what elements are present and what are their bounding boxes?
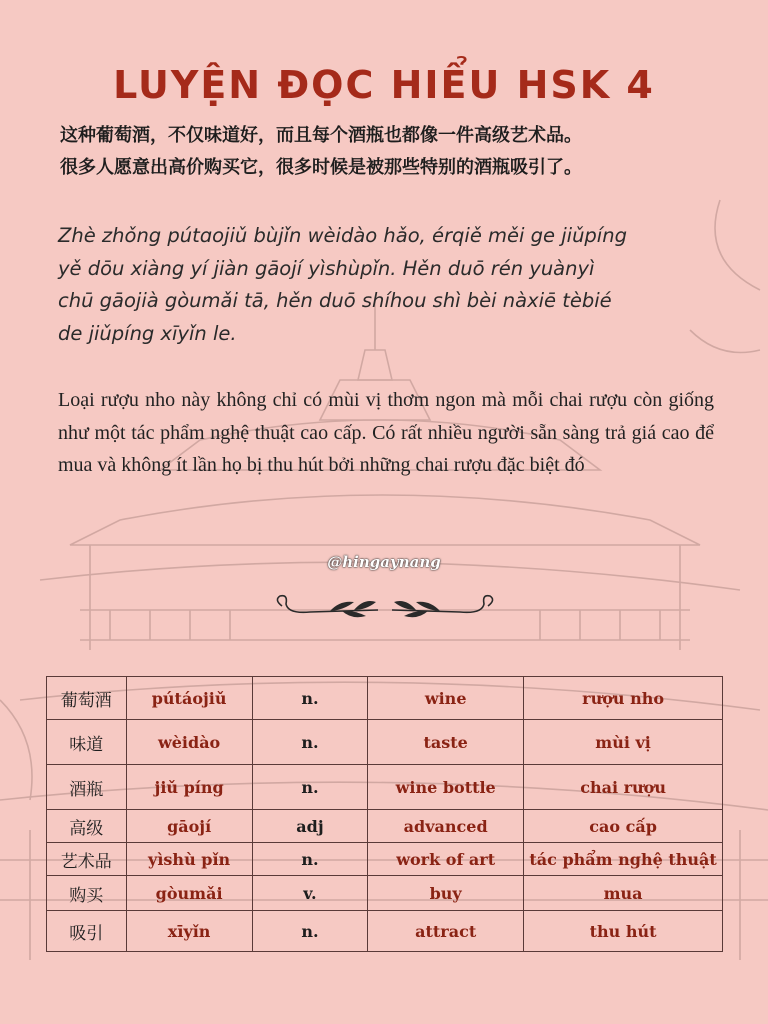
vocab-hanzi-cell: 吸引: [47, 911, 127, 952]
vocab-hanzi-cell: 高级: [47, 810, 127, 843]
vocab-english-cell: buy: [368, 876, 524, 911]
vocab-pos-cell: n.: [252, 843, 367, 876]
vocab-pinyin-cell: gāojí: [126, 810, 252, 843]
vocab-hanzi-cell: 酒瓶: [47, 765, 127, 810]
chinese-line: 很多人愿意出高价购买它，很多时候是被那些特别的酒瓶吸引了。: [60, 157, 582, 178]
page-title: LUYỆN ĐỌC HIỂU HSK 4: [113, 63, 655, 108]
vocab-hanzi-cell: 味道: [47, 720, 127, 765]
vocab-pos-cell: n.: [252, 911, 367, 952]
vocab-vietnamese-cell: cao cấp: [524, 810, 723, 843]
vocab-pinyin-cell: pútáojiǔ: [126, 677, 252, 720]
vocab-row: [47, 677, 723, 720]
vocab-english-cell: wine: [368, 677, 524, 720]
vocab-row: [47, 843, 723, 876]
pinyin-line: yě dōu xiàng yí jiàn gāojí yìshùpǐn. Hěn duō rén yuànyì: [58, 256, 595, 280]
vocab-pinyin-cell: jiǔ píng: [126, 765, 252, 810]
leaf-ornament-icon: [270, 588, 500, 628]
vocab-hanzi-cell: 购买: [47, 876, 127, 911]
vocab-pinyin-cell: wèidào: [126, 720, 252, 765]
vietnamese-translation: Loại rượu nho này không chỉ có mùi vị thơm ngon mà mỗi chai rượu còn giống như một tác phẩm nghệ thuật cao cấp. Có rất nhiều người sẵn sàng trả giá cao để mua và không ít lần họ bị thu hút bởi những chai rượu đặc biệt đó: [58, 389, 714, 476]
chinese-line: 这种葡萄酒，不仅味道好，而且每个酒瓶也都像一件高级艺术品。: [60, 125, 582, 146]
vocab-vietnamese-cell: thu hút: [524, 911, 723, 952]
pinyin-line: de jiǔpíng xīyǐn le.: [58, 321, 237, 345]
vocab-row: [47, 765, 723, 810]
vocabulary-table: [46, 676, 723, 952]
author-handle: @hingaynang: [327, 553, 441, 571]
vocab-pos-cell: n.: [252, 765, 367, 810]
vocab-pos-cell: n.: [252, 677, 367, 720]
vocab-hanzi-cell: 葡萄酒: [47, 677, 127, 720]
pinyin-line: chū gāojià gòumǎi tā, hěn duō shíhou shì bèi nàxiē tèbié: [58, 289, 612, 312]
vocab-vietnamese-cell: mua: [524, 876, 723, 911]
vocab-pos-cell: n.: [252, 720, 367, 765]
vocab-row: [47, 911, 723, 952]
vocab-english-cell: advanced: [368, 810, 524, 843]
vocab-vietnamese-cell: rượu nho: [524, 677, 723, 720]
vocab-vietnamese-cell: tác phẩm nghệ thuật: [524, 843, 723, 876]
vocab-vietnamese-cell: chai rượu: [524, 765, 723, 810]
vocab-english-cell: work of art: [368, 843, 524, 876]
vocab-row: [47, 720, 723, 765]
vocab-english-cell: taste: [368, 720, 524, 765]
pinyin-line: Zhè zhǒng pútɑojiǔ bùjǐn wèidào hǎo, érqiě měi ge jiǔpíng: [58, 224, 627, 247]
vocab-vietnamese-cell: mùi vị: [524, 720, 723, 765]
vocab-english-cell: wine bottle: [368, 765, 524, 810]
vocab-english-cell: attract: [368, 911, 524, 952]
vocab-row: [47, 810, 723, 843]
vocab-hanzi-cell: 艺术品: [47, 843, 127, 876]
vocab-pos-cell: adj: [252, 810, 367, 843]
chinese-passage: [60, 120, 720, 184]
vocab-pinyin-cell: yìshù pǐn: [126, 843, 252, 876]
pinyin-passage: [58, 220, 718, 350]
vocab-pinyin-cell: xīyǐn: [126, 911, 252, 952]
vocab-row: [47, 876, 723, 911]
vocab-pos-cell: v.: [252, 876, 367, 911]
vocab-pinyin-cell: gòumǎi: [126, 876, 252, 911]
